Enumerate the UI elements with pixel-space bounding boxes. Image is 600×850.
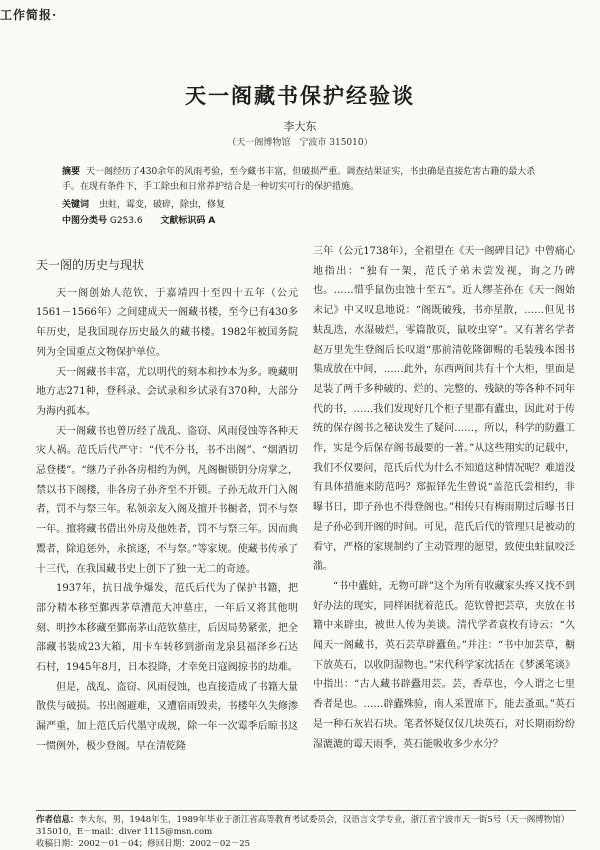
keywords-text: 虫蛀，霉变，破碎，除虫，修复 (99, 200, 226, 210)
article-title: 天一阁藏书保护经验谈 (185, 84, 415, 108)
keywords-label: 关键词 (62, 200, 90, 210)
author-affiliation: （天一阁博物馆 宁波市 315010） (227, 138, 373, 148)
body-paragraph: 1937年，抗日战争爆发，范氏后代为了保护书籍，把部分精本移至鄞西茅草漕范大冲墓庄，一年后又将其他明刻、明抄本移藏至鄞南茅山范钦墓庄，后因局势紧张，把全部藏书装成23大箱，用卡车转移到浙南龙泉县福泽乡石达石村，1945年8月，日本投降，才幸免日寇阀掠书的劫难。 (36, 583, 298, 674)
footer-divider (36, 810, 576, 811)
right-column (313, 242, 575, 754)
body-paragraph: “书中蠹蛀，无物可辟”这个为所有收藏家头疼又找不到好办法的现实，同样困扰着范氏。范钦曾把芸草，夹放在书籍中来辟虫，被世人传为美谈。清代学者袁枚有诗云：“久闻天一阁藏书，英石芸草辟蠹鱼。”并注：“书中加芸草，橱下放英石，以收阴湿物也。”宋代科学家沈括在《梦溪笔谈》中指出：“古人藏书辟蠹用芸。芸，香草也，今人谓之七里香者是也。……辟蠹殊验，南人采置席下，能去蚤虱。”英石是一种石灰岩石块。笔者怀疑仅仅几块英石，对长期雨纷纷湿漉漉的霉天雨季，英石能吸收多少水分？ (313, 580, 575, 750)
doc-code-value: A (208, 216, 216, 226)
author-info-label: 作者信息： (36, 815, 79, 825)
body-paragraph: 但是，战乱、盗窃、风雨侵蚀，也直接造成了书籍大量散佚与破损。书出阁避难，又遭宿雨毁卖，书楼年久失修渗漏严重，加上范氏后代墨守成规，除一年一次霉季后晾书这一惯例外，极少登阁。早在清乾隆 (36, 681, 298, 752)
doc-code-label: 文献标识码 (160, 216, 206, 226)
footnote (36, 814, 576, 850)
classification-line (62, 213, 215, 226)
author-info (36, 814, 576, 838)
clc-label: 中图分类号 (62, 216, 108, 226)
journal-section-tag: 工作简报· (0, 8, 58, 22)
author-info-text: 李大东，男，1948年生，1989年毕业于浙江省高等教育考试委员会，汉语言文学专业，浙江省宁波市天一街5号（天一阁博物馆）315010，E－mail：diver 1115@msn.com (36, 815, 570, 837)
abstract-label: 摘要 (62, 167, 81, 177)
article-author: 李大东 (283, 120, 317, 133)
received-dates: 收稿日期：2002－01－04；修回日期：2002－02－25 (36, 839, 251, 849)
section-heading: 天一阁的历史与现状 (36, 258, 145, 272)
body-paragraph: 天一阁创始人范钦，于嘉靖四十至四十五年（公元1561－1566年）之间建成天一阁藏书楼，至今已有430多年历史，是我国现存历史最久的藏书楼。1982年被国务院列为全国重点文物保护单位。 (36, 287, 298, 358)
body-paragraph: 天一阁藏书也曾历经了战乱、盗窃、风雨侵蚀等各种天灾人祸。范氏后代严守：“代不分书，书不出阁”、“烟酒切忌登楼”。“继乃子孙各房相约为例，凡阁橱锁钥分房掌之，禁以书下阁楼，非各房子孙齐至不开锁。子孙无故开门入阁者，罚不与祭三年。私领亲友入阁及擅开书橱者，罚不与祭一年。擅将藏书借出外房及他姓者，罚不与祭三年。因而典鬻者，除追惩外，永摈逐，不与祭。”等家规。使藏书传承了十三代，在我国藏书史上创下了独一无二的奇迹。 (36, 425, 298, 575)
left-column (36, 256, 298, 757)
keywords (62, 197, 225, 210)
body-paragraph: 天一阁藏书丰富，尤以明代的刻本和抄本为多。晚藏明地方志271种，登科录、会试录和乡试录有370种，大部分为海内孤本。 (36, 366, 298, 417)
abstract (62, 165, 542, 195)
abstract-text: 天一阁经历了430余年的风雨考验，至今藏书丰富，但破损严重。调查结果证实，书虫确是直接危害古籍的最大杀手。在现有条件下，手工除虫和日常养护结合是一种切实可行的保护措施。 (62, 167, 536, 192)
body-paragraph: 三年（公元1738年），全祖望在《天一阁碑目记》中曾痛心地指出：“独有一架，范氏子弟未尝发视，询之乃碑也。……惜乎鼠伤虫蚀十至五”。近人缪荃孙在《天一阁始末记》中又叹息地说：“阁既破残，书亦星散，……但见书蚨乱迭，水湿破烂，零篇散页，鼠咬虫穿”。又有著名学者赵万里先生登阁后长叹道“那前清乾隆御赐的毛装残本图书集成放在中间，……此外，东西两间共有十个大柜，里面是足装了两千多种破的、烂的、完整的、残缺的等各种不同年代的书，……我们发现好几个柜子里都有蠹虫，因此对于传统的保存阁书之秘诀发生了疑问……，所以，科学的防蠹工作，实是今后保存阁书最要的一著。”从这些翔实的记载中，我们不仅要问，范氏后代为什么不知道这种情况呢？难道没有具体措施来防范吗？郑振铎先生曾说“盖范氏尝相约，非曝书日，即子孙也不得登阁也。”相传只有梅雨期过后曝书日是子孙必到开阁的时间。可见，范氏后代的管理只是被动的看守，严格的家规制约了主动管理的愿望，致使虫蛀鼠咬泛滥。 (313, 246, 575, 573)
clc-value: G253.6 (109, 216, 143, 226)
